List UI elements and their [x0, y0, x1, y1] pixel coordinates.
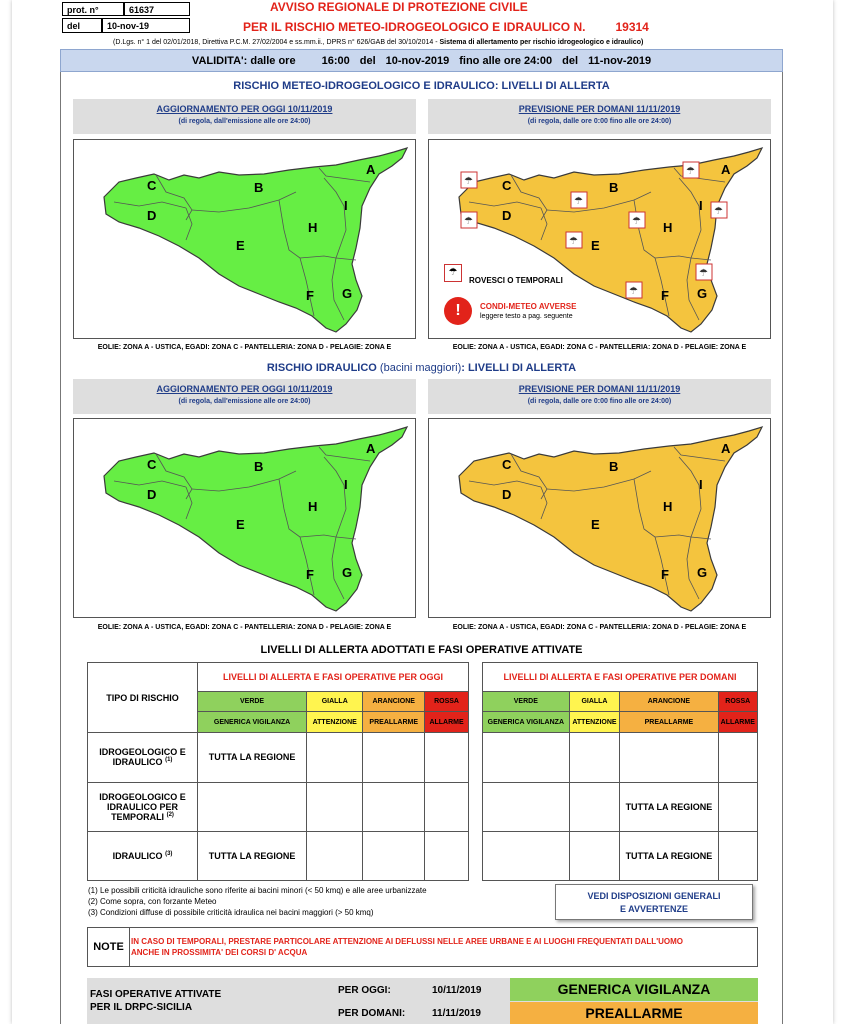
map-s1-tomorrow: [428, 139, 771, 339]
zone-label-c: C: [502, 178, 512, 193]
table-row: TUTTA LA REGIONE: [483, 782, 758, 831]
avviso-number: 19314: [615, 20, 649, 34]
s2-today-head: AGGIORNAMENTO PER OGGI 10/11/2019 (di regola, dall'emissione alle ore 24:00): [73, 379, 416, 414]
level-rossa-domani: ROSSA: [718, 692, 757, 712]
domani-levels-header: LIVELLI DI ALLERTA E FASI OPERATIVE PER DOMANI: [483, 663, 758, 692]
section1-title: RISCHIO METEO-IDROGEOLOGICO E IDRAULICO: LIVELLI DI ALLERTA: [233, 80, 610, 92]
zone-label-d: D: [502, 208, 512, 223]
zone-label-b: B: [609, 180, 619, 195]
alert-table-tomorrow: [482, 662, 758, 881]
phase-oggi-label: PER OGGI:: [338, 985, 391, 996]
level-arancione-oggi: ARANCIONE: [363, 692, 425, 712]
s2-islands-note-left: EOLIE: ZONA A - USTICA, EGADI: ZONA C - PANTELLERIA: ZONA D - PELAGIE: ZONA E: [97, 624, 392, 631]
phase-verde-oggi: GENERICA VIGILANZA: [198, 712, 307, 733]
sicily-outline: [104, 427, 407, 611]
title-line2: PER IL RISCHIO METEO-IDROGEOLOGICO E IDRAULICO N. 19314: [243, 20, 649, 34]
zone-label-i: I: [699, 198, 703, 213]
level-verde-oggi: VERDE: [198, 692, 307, 712]
zone-label-b: B: [254, 180, 264, 195]
del-label-box: del: [62, 18, 102, 33]
zone-label-i: I: [344, 198, 348, 213]
table-row: IDRAULICO $^{(3)}$ TUTTA LA REGIONE: [88, 831, 469, 880]
phase-domani-label: PER DOMANI:: [338, 1008, 406, 1019]
zone-label-d: D: [147, 487, 157, 502]
phase-arancione-oggi: PREALLARME: [363, 712, 425, 733]
warning-icon: !: [444, 297, 472, 325]
storm-icon-glyph: ☂: [686, 166, 695, 177]
level-rossa-oggi: ROSSA: [425, 692, 469, 712]
storm-icon-glyph: ☂: [464, 176, 473, 187]
del-date-box: 10-nov-19: [102, 18, 190, 33]
phase-arancione-domani: PREALLARME: [620, 712, 718, 733]
zone-label-h: H: [308, 499, 318, 514]
phase-rossa-domani: ALLARME: [718, 712, 757, 733]
map-s1-today: [73, 139, 416, 339]
law-reference: (D.Lgs. n° 1 del 02/01/2018, Direttiva P.C.M. 27/02/2004 e ss.mm.ii., DPRS n° 626/GAB del 30/10/2014 - Sistema di allertamento per rischio idrogeologico e idraulico): [113, 39, 644, 46]
zone-label-f: F: [306, 288, 314, 303]
sicily-outline: [459, 427, 762, 611]
storm-icon-glyph: ☂: [629, 286, 638, 297]
note-text: IN CASO DI TEMPORALI, PRESTARE PARTICOLARE ATTENZIONE AI DEFLUSSI NELLE AREE URBANE E AI LUOGHI FREQUENTATI DALL'UOMO ANCHE IN PROSSIMITA' DEI CORSI D' ACQUA: [131, 937, 683, 957]
phase-domani-date: 11/11/2019: [432, 1008, 481, 1019]
zone-label-e: E: [591, 238, 600, 253]
prot-number-box: 61637: [124, 2, 190, 16]
zone-label-a: A: [721, 162, 731, 177]
zone-label-f: F: [661, 567, 669, 582]
phase-rossa-oggi: ALLARME: [425, 712, 469, 733]
table-row: [483, 733, 758, 782]
legend-adverse-label: CONDI-METEO AVVERSE: [480, 302, 577, 311]
s1-today-head: AGGIORNAMENTO PER OGGI 10/11/2019 (di regola, dall'emissione alle ore 24:00): [73, 99, 416, 134]
storm-icon-glyph: ☂: [569, 236, 578, 247]
phase-oggi-badge: GENERICA VIGILANZA: [510, 978, 758, 1001]
legend-adverse-sub: leggere testo a pag. seguente: [480, 313, 573, 320]
zone-label-c: C: [147, 457, 157, 472]
map-s2-tomorrow: [428, 418, 771, 618]
zone-label-b: B: [609, 459, 619, 474]
level-verde-domani: VERDE: [483, 692, 570, 712]
s1-tomorrow-head: PREVISIONE PER DOMANI 11/11/2019 (di regola, dalle ore 0:00 fino alle ore 24:00): [428, 99, 771, 134]
note-label: NOTE: [88, 928, 130, 966]
sicily-outline: [104, 148, 407, 332]
section2-title: RISCHIO IDRAULICO (bacini maggiori): LIVELLI DI ALLERTA: [266, 362, 577, 374]
table-row: IDROGEOLOGICO E IDRAULICO PER TEMPORALI $^{(2)}$: [88, 782, 469, 831]
zone-label-a: A: [721, 441, 731, 456]
phase-verde-domani: GENERICA VIGILANZA: [483, 712, 570, 733]
oggi-levels-header: LIVELLI DI ALLERTA E FASI OPERATIVE PER OGGI: [198, 663, 469, 692]
footnotes: (1) Le possibili criticità idrauliche sono riferite ai bacini minori (< 50 kmq) e alle aree urbanizzate (2) Come sopra, con forzante Meteo (3) Condizioni diffuse di possibile criticità idraulica nei bacini maggiori (> 50 kmq): [88, 886, 427, 917]
zone-label-d: D: [147, 208, 157, 223]
zone-label-i: I: [699, 477, 703, 492]
title-line1: AVVISO REGIONALE DI PROTEZIONE CIVILE: [270, 0, 528, 14]
phase-gialla-domani: ATTENZIONE: [569, 712, 620, 733]
storm-icon-glyph: ☂: [464, 216, 473, 227]
zone-label-e: E: [236, 517, 245, 532]
note-row: [87, 927, 758, 967]
zone-label-g: G: [697, 286, 708, 301]
zone-label-g: G: [342, 286, 353, 301]
storm-icon-glyph: ☂: [699, 268, 708, 279]
phase-oggi-date: 10/11/2019: [432, 985, 482, 996]
zone-label-f: F: [661, 288, 669, 303]
zone-label-e: E: [236, 238, 245, 253]
table-row: TUTTA LA REGIONE: [483, 831, 758, 880]
table-title: LIVELLI DI ALLERTA ADOTTATI E FASI OPERATIVE ATTIVATE: [260, 644, 583, 656]
s2-islands-note-right: EOLIE: ZONA A - USTICA, EGADI: ZONA C - PANTELLERIA: ZONA D - PELAGIE: ZONA E: [452, 624, 747, 631]
zone-label-f: F: [306, 567, 314, 582]
storm-icon-glyph: ☂: [574, 196, 583, 207]
level-gialla-domani: GIALLA: [569, 692, 620, 712]
level-gialla-oggi: GIALLA: [307, 692, 363, 712]
zone-label-e: E: [591, 517, 600, 532]
zone-label-i: I: [344, 477, 348, 492]
phases-label: FASI OPERATIVE ATTIVATE PER IL DRPC-SICILIA: [90, 989, 222, 1013]
map-s2-today: [73, 418, 416, 618]
phase-gialla-oggi: ATTENZIONE: [307, 712, 363, 733]
zone-label-c: C: [502, 457, 512, 472]
zone-label-h: H: [663, 499, 673, 514]
phase-domani-badge: PREALLARME: [510, 1002, 758, 1024]
validity-bar: VALIDITA': dalle ore 16:00 del 10-nov-2019 fino alle ore 24:00 del 11-nov-2019: [60, 49, 783, 72]
s2-tomorrow-head: PREVISIONE PER DOMANI 11/11/2019 (di regola, dalle ore 0:00 fino alle ore 24:00): [428, 379, 771, 414]
zone-label-a: A: [366, 441, 376, 456]
s1-islands-note-left: EOLIE: ZONA A - USTICA, EGADI: ZONA C - PANTELLERIA: ZONA D - PELAGIE: ZONA E: [97, 344, 392, 351]
s1-islands-note-right: EOLIE: ZONA A - USTICA, EGADI: ZONA C - PANTELLERIA: ZONA D - PELAGIE: ZONA E: [452, 344, 747, 351]
level-arancione-domani: ARANCIONE: [620, 692, 718, 712]
prot-label-box: prot. n°: [62, 2, 124, 16]
alert-table-today: [87, 662, 469, 881]
zone-label-b: B: [254, 459, 264, 474]
zone-label-d: D: [502, 487, 512, 502]
zone-label-h: H: [663, 220, 673, 235]
legend-rain-icon: ☂: [444, 264, 462, 282]
zone-label-g: G: [342, 565, 353, 580]
table-row: IDROGEOLOGICO E IDRAULICO $^{(1)}$ TUTTA LA REGIONE: [88, 733, 469, 782]
storm-icon-glyph: ☂: [714, 206, 723, 217]
zone-label-h: H: [308, 220, 318, 235]
zone-label-c: C: [147, 178, 157, 193]
zone-label-a: A: [366, 162, 376, 177]
storm-icon-glyph: ☂: [632, 216, 641, 227]
general-provisions-button[interactable]: VEDI DISPOSIZIONI GENERALI E AVVERTENZE: [555, 884, 753, 920]
zone-label-g: G: [697, 565, 708, 580]
legend-rain-label: ROVESCI O TEMPORALI: [469, 276, 563, 285]
tipo-rischio-header: TIPO DI RISCHIO: [88, 663, 198, 733]
